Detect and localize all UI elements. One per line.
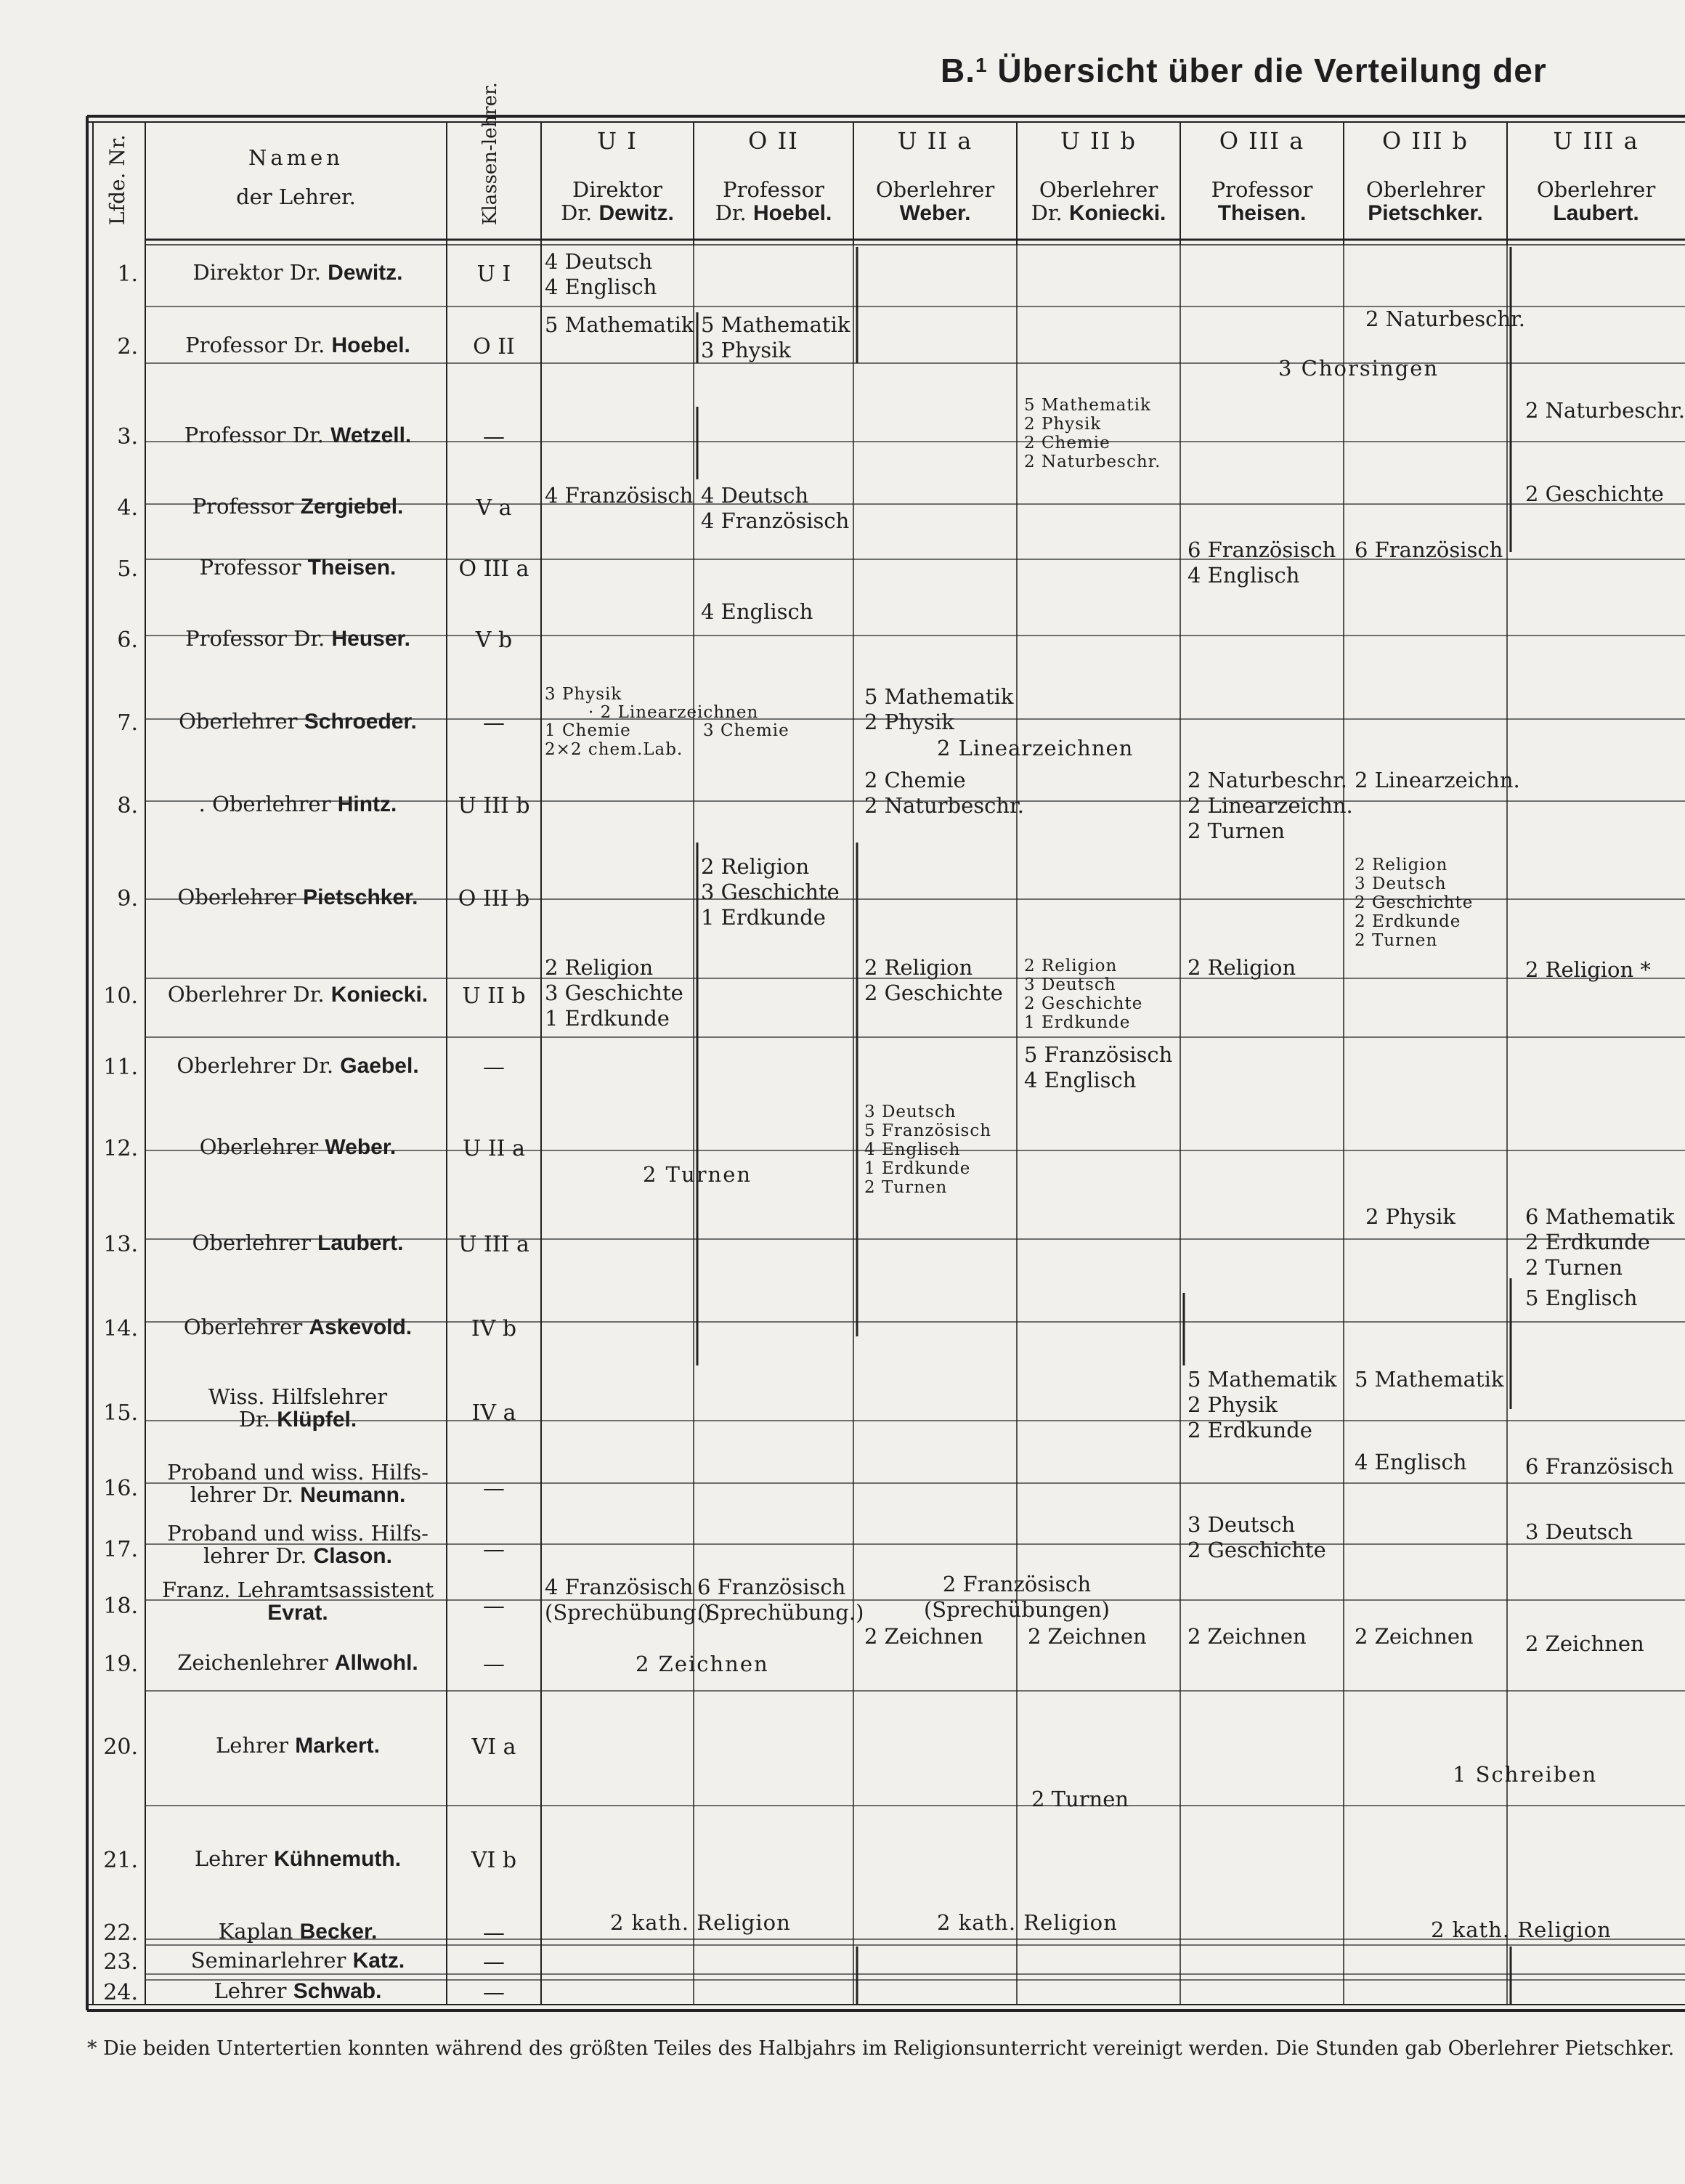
entry-r19-zeichnen-oiiib: 2 Zeichnen bbox=[1355, 1624, 1474, 1649]
entry-r2-ui: 5 Mathematik bbox=[545, 312, 694, 337]
class-teacher-of: IV a bbox=[471, 1400, 516, 1426]
entry-r4-uiiia: 2 Geschichte bbox=[1525, 482, 1664, 506]
row-number: 3. bbox=[117, 424, 138, 450]
teacher-name: Zeichenlehrer Allwohl. bbox=[177, 1650, 418, 1675]
entry-r4-oii: 4 Deutsch 4 Französisch bbox=[701, 483, 850, 533]
class-teacher-of: — bbox=[483, 1652, 505, 1677]
class-teacher-of: — bbox=[483, 1537, 505, 1562]
class-teacher-of: — bbox=[483, 1594, 505, 1619]
entry-r2-oii: 5 Mathematik 3 Physik bbox=[701, 312, 850, 362]
entry-r4-ui: 4 Französisch bbox=[545, 483, 694, 508]
entry-r6-oii: 4 Englisch bbox=[701, 599, 813, 624]
teacher-name: Lehrer Schwab. bbox=[214, 1978, 382, 2003]
entry-r13-oiiib: 2 Physik bbox=[1365, 1204, 1455, 1229]
class-teacher-of: O III b bbox=[458, 886, 530, 912]
class-teacher-of: — bbox=[483, 1055, 505, 1080]
class-teacher-uiia: Oberlehrer Weber. bbox=[875, 177, 995, 225]
class-teacher-of: — bbox=[483, 1949, 505, 1975]
teacher-name: Oberlehrer Weber. bbox=[199, 1134, 397, 1159]
row-number: 11. bbox=[103, 1055, 138, 1080]
entry-r18-ui: 4 Französisch (Sprechübung.) bbox=[545, 1575, 712, 1625]
entry-r18-uii: 2 Französisch (Sprechübungen) bbox=[923, 1572, 1110, 1622]
teacher-name: Professor Dr. Heuser. bbox=[185, 626, 410, 651]
teacher-name: Proband und wiss. Hilfs- lehrer Dr. Clason. bbox=[167, 1521, 429, 1568]
row-number: 22. bbox=[103, 1920, 138, 1946]
entry-r5-oiiib: 6 Französisch bbox=[1355, 537, 1503, 562]
teacher-name: Kaplan Becker. bbox=[218, 1919, 378, 1944]
entry-r15-oiiia: 5 Mathematik 2 Physik 2 Erdkunde bbox=[1187, 1367, 1337, 1442]
entry-r15-oiiib: 5 Mathematik bbox=[1355, 1367, 1504, 1392]
entry-r18-oii: 6 Französisch (Sprechübung.) bbox=[697, 1575, 864, 1625]
entry-r3-uiib: 5 Mathematik 2 Physik 2 Chemie 2 Naturbeschr. bbox=[1024, 396, 1161, 471]
row-number: 4. bbox=[117, 495, 138, 521]
class-teacher-of: — bbox=[483, 1920, 505, 1946]
class-teacher-of: U I bbox=[476, 261, 511, 287]
entry-r22-ui: 2 kath. Religion bbox=[610, 1910, 791, 1935]
row-number: 6. bbox=[117, 628, 138, 653]
row-number: 21. bbox=[103, 1848, 138, 1873]
class-teacher-oiiia: Professor Theisen. bbox=[1211, 177, 1313, 225]
teacher-name: Direktor Dr. Dewitz. bbox=[192, 260, 403, 285]
class-teacher-of: — bbox=[483, 424, 505, 450]
entry-r8-oiiia: 2 Naturbeschr. 2 Linearzeichn. 2 Turnen bbox=[1187, 768, 1353, 843]
row-number: 2. bbox=[117, 334, 138, 360]
entry-r7-uiia: 5 Mathematik 2 Physik bbox=[864, 684, 1014, 734]
class-teacher-of: — bbox=[483, 1476, 505, 1501]
class-teacher-uiiia: Oberlehrer Laubert. bbox=[1536, 177, 1656, 225]
entry-chorsingen: 3 Chorsingen bbox=[1278, 356, 1440, 381]
entry-r1-ui: 4 Deutsch 4 Englisch bbox=[545, 249, 657, 299]
header-namen-line1: Namen bbox=[248, 145, 344, 170]
teacher-name: Oberlehrer Dr. Koniecki. bbox=[167, 982, 429, 1007]
class-teacher-of: VI b bbox=[471, 1848, 517, 1873]
entry-r7-linear-bottom: 2 Linearzeichnen bbox=[937, 736, 1134, 760]
footnote: * Die beiden Untertertien konnten während des größten Teiles des Halbjahrs im Religionsunterricht vereinigt werden. Die Stunden gab Oberlehrer Pietschker. bbox=[87, 2037, 1675, 2060]
header-klassenlehrer: Klassen-lehrer. bbox=[479, 82, 501, 225]
entry-r2-oiiib: 2 Naturbeschr. bbox=[1365, 307, 1525, 331]
class-name-uiiia: U III a bbox=[1553, 127, 1639, 155]
row-number: 24. bbox=[103, 1980, 138, 2005]
row-number: 1. bbox=[117, 261, 138, 287]
title-text: Übersicht über die Verteilung der bbox=[997, 52, 1547, 89]
entry-r9-oii: 2 Religion 3 Geschichte 1 Erdkunde bbox=[701, 854, 840, 930]
page-title bbox=[941, 51, 1547, 90]
class-teacher-of: — bbox=[483, 710, 505, 736]
class-name-uiia: U II a bbox=[897, 127, 973, 155]
class-name-ui: U I bbox=[597, 127, 638, 155]
entry-r7-oii-chemie: 3 Chemie bbox=[703, 721, 789, 740]
teacher-name: Professor Dr. Hoebel. bbox=[185, 333, 410, 357]
entry-r5-oiiia: 6 Französisch 4 Englisch bbox=[1187, 537, 1336, 588]
teacher-name: Oberlehrer Askevold. bbox=[183, 1315, 413, 1339]
teacher-name: Seminarlehrer Katz. bbox=[190, 1948, 405, 1973]
teacher-name: Oberlehrer Schroeder. bbox=[179, 709, 417, 734]
entry-r19-zeichnen-ui: 2 Zeichnen bbox=[636, 1652, 769, 1676]
class-teacher-of: — bbox=[483, 1980, 505, 2005]
header-lfd-nr: Lfde. Nr. bbox=[105, 134, 129, 225]
table-row bbox=[87, 261, 541, 291]
teacher-name: Oberlehrer Dr. Gaebel. bbox=[176, 1053, 419, 1078]
entry-r7-linear-top: · 2 Linearzeichnen bbox=[588, 703, 759, 722]
entry-r22-uii: 2 kath. Religion bbox=[937, 1910, 1118, 1935]
teacher-name: Professor Theisen. bbox=[199, 555, 397, 580]
entry-r17-oiiia: 3 Deutsch 2 Geschichte bbox=[1187, 1512, 1326, 1562]
row-number: 10. bbox=[103, 983, 138, 1009]
row-number: 18. bbox=[103, 1594, 138, 1619]
class-teacher-of: VI a bbox=[471, 1734, 516, 1760]
entry-r19-zeichnen-uiiia: 2 Zeichnen bbox=[1525, 1631, 1644, 1656]
entry-r10-oiiia: 2 Religion bbox=[1187, 955, 1296, 980]
class-name-oiiib: O III b bbox=[1382, 127, 1469, 155]
entry-r8-uiia: 2 Chemie 2 Naturbeschr. bbox=[864, 768, 1024, 818]
teacher-name: Franz. Lehramtsassistent Evrat. bbox=[161, 1578, 434, 1625]
class-name-oii: O II bbox=[748, 127, 799, 155]
entry-r21-turnen: 2 Turnen bbox=[1031, 1787, 1129, 1811]
row-number: 15. bbox=[103, 1400, 138, 1426]
class-teacher-of: V a bbox=[476, 495, 512, 521]
entry-r13-uiiia: 6 Mathematik 2 Erdkunde 2 Turnen bbox=[1525, 1204, 1675, 1280]
entry-r8-oiiib: 2 Linearzeichn. bbox=[1355, 768, 1520, 792]
row-number: 17. bbox=[103, 1537, 138, 1562]
teacher-name: Wiss. Hilfslehrer Dr. Klüpfel. bbox=[208, 1384, 388, 1432]
row-number: 8. bbox=[117, 793, 138, 819]
row-number: 12. bbox=[103, 1136, 138, 1161]
entry-r12-uiia: 3 Deutsch 5 Französisch 4 Englisch 1 Erdkunde 2 Turnen bbox=[864, 1103, 992, 1197]
entry-r10-ui: 2 Religion 3 Geschichte 1 Erdkunde bbox=[545, 955, 683, 1031]
entry-r7-ui-chemie: 1 Chemie 2⨯2 chem.Lab. bbox=[545, 721, 683, 759]
row-number: 13. bbox=[103, 1232, 138, 1257]
class-teacher-oii: Professor Dr. Hoebel. bbox=[715, 177, 832, 225]
teacher-name: Oberlehrer Pietschker. bbox=[177, 885, 418, 909]
class-teacher-oiiib: Oberlehrer Pietschker. bbox=[1365, 177, 1485, 225]
entry-r11-uiib: 5 Französisch 4 Englisch bbox=[1024, 1042, 1173, 1092]
entry-r3-uiiia: 2 Naturbeschr. bbox=[1525, 398, 1685, 423]
entry-r16-oiiib: 4 Englisch bbox=[1355, 1450, 1467, 1474]
entry-r16-uiiia: 6 Französisch bbox=[1525, 1454, 1674, 1479]
class-teacher-of: U III b bbox=[458, 793, 530, 819]
distribution-table bbox=[87, 82, 1685, 2026]
title-prefix: B. bbox=[941, 52, 975, 89]
class-teacher-of: U II a bbox=[463, 1136, 525, 1161]
entry-r10-uiia: 2 Religion 2 Geschichte bbox=[864, 955, 1003, 1005]
class-name-oiiia: O III a bbox=[1219, 127, 1305, 155]
entry-r7-ui-physik: 3 Physik bbox=[545, 685, 622, 704]
teacher-name: Professor Dr. Wetzell. bbox=[184, 423, 412, 447]
header-namen bbox=[145, 145, 447, 209]
row-number: 23. bbox=[103, 1949, 138, 1975]
class-teacher-ui: Direktor Dr. Dewitz. bbox=[561, 177, 674, 225]
entry-r9-oiiib: 2 Religion 3 Deutsch 2 Geschichte 2 Erdkunde 2 Turnen bbox=[1355, 856, 1474, 950]
teacher-name: Lehrer Kühnemuth. bbox=[194, 1846, 402, 1871]
entry-r19-zeichnen-uiib: 2 Zeichnen bbox=[1028, 1624, 1147, 1649]
teacher-name: Professor Zergiebel. bbox=[192, 494, 404, 519]
class-teacher-of: U II b bbox=[462, 983, 526, 1009]
class-teacher-of: V b bbox=[475, 628, 513, 653]
teacher-name: Oberlehrer Laubert. bbox=[192, 1230, 404, 1255]
entry-r10-uiib: 2 Religion 3 Deutsch 2 Geschichte 1 Erdkunde bbox=[1024, 957, 1143, 1032]
header-namen-line2: der Lehrer. bbox=[236, 184, 356, 209]
class-teacher-of: O III a bbox=[458, 556, 529, 582]
entry-r17-uiiia: 3 Deutsch bbox=[1525, 1519, 1633, 1544]
entry-r22-oiii: 2 kath. Religion bbox=[1431, 1917, 1612, 1942]
teacher-name: Proband und wiss. Hilfs- lehrer Dr. Neumann. bbox=[167, 1460, 429, 1507]
class-teacher-of: O II bbox=[473, 334, 515, 360]
row-number: 19. bbox=[103, 1652, 138, 1677]
row-number: 7. bbox=[117, 710, 138, 736]
class-teacher-of: U III a bbox=[458, 1232, 529, 1257]
class-teacher-uiib: Oberlehrer Dr. Koniecki. bbox=[1031, 177, 1166, 225]
teacher-name: Lehrer Markert. bbox=[216, 1733, 380, 1758]
entry-r14-uiiia: 5 Englisch bbox=[1525, 1286, 1638, 1310]
entry-r10-uiiia: 2 Religion * bbox=[1525, 957, 1651, 982]
teacher-name: . Oberlehrer Hintz. bbox=[198, 792, 397, 816]
row-number: 20. bbox=[103, 1734, 138, 1760]
entry-r19-zeichnen-oiiia: 2 Zeichnen bbox=[1187, 1624, 1307, 1649]
entry-r20-schreiben: 1 Schreiben bbox=[1453, 1762, 1598, 1787]
row-number: 16. bbox=[103, 1476, 138, 1501]
entry-r12-turnen: 2 Turnen bbox=[643, 1162, 752, 1187]
row-number: 5. bbox=[117, 556, 138, 582]
row-number: 9. bbox=[117, 886, 138, 912]
class-teacher-of: IV b bbox=[471, 1316, 517, 1341]
class-name-uiib: U II b bbox=[1060, 127, 1137, 155]
entry-r19-zeichnen-uiia: 2 Zeichnen bbox=[864, 1624, 983, 1649]
title-superscript: 1 bbox=[975, 54, 988, 76]
row-number: 14. bbox=[103, 1316, 138, 1341]
